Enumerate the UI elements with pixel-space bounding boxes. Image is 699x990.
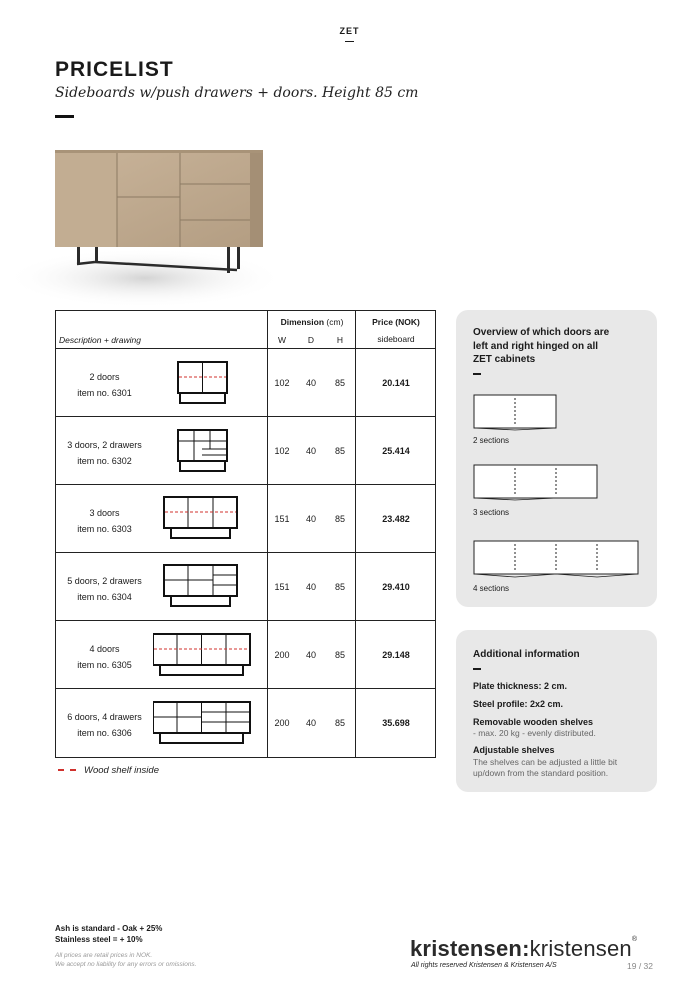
header-description: Description + drawing <box>59 335 141 345</box>
brand-logo: kristensen:kristensen® <box>410 936 638 961</box>
row-price: 20.141 <box>382 378 410 388</box>
table-row: 2 doors item no. 6301 102 40 85 20.141 <box>56 349 435 417</box>
cabinet-drawing-6306 <box>153 689 268 757</box>
additional-info-panel: Additional information Plate thickness: 2 cm. Steel profile: 2x2 cm. Removable wooden shelves - max. 20 kg - evenly distributed. Adjustable shelves The shelves can be adjusted a little bit up/down from the standard position. <box>456 630 657 792</box>
header-price-sub: sideboard <box>377 334 415 344</box>
section-label: 3 sections <box>473 508 510 517</box>
header-height: H <box>336 335 344 345</box>
header-price: Price (NOK) <box>372 317 420 327</box>
table-row: 3 doors, 2 drawers item no. 6302 102 40 85 25.414 <box>56 417 435 485</box>
page-title: PRICELIST <box>55 58 174 81</box>
row-description: 2 doors item no. 6301 <box>77 372 132 398</box>
copyright: All rights reserved Kristensen & Kristensen A/S <box>411 962 557 969</box>
row-price: 29.148 <box>382 650 410 660</box>
section-label: 4 sections <box>473 584 510 593</box>
row-description: 5 doors, 2 drawers item no. 6304 <box>67 576 142 602</box>
header-width: W <box>277 335 287 345</box>
series-name: ZET <box>339 26 360 36</box>
four-section-cabinet-icon <box>473 540 641 580</box>
shelf-legend: Wood shelf inside <box>58 765 159 776</box>
info-title: Additional information <box>473 649 580 660</box>
cabinet-drawing-6304 <box>153 553 268 621</box>
row-price: 35.698 <box>382 718 410 728</box>
row-description: 3 doors item no. 6303 <box>77 508 132 534</box>
row-price: 25.414 <box>382 446 410 456</box>
page-number: 19 / 32 <box>627 961 653 971</box>
three-section-cabinet-icon <box>473 464 599 502</box>
footer-oak-note: Ash is standard - Oak + 25% <box>55 924 163 933</box>
table-row: 3 doors item no. 6303 151 40 85 23.482 <box>56 485 435 553</box>
two-section-cabinet-icon <box>473 394 557 432</box>
cabinet-drawing-6302 <box>153 417 268 485</box>
header-depth: D <box>307 335 315 345</box>
row-price: 29.410 <box>382 582 410 592</box>
series-underline <box>345 41 354 42</box>
footer-retail-note: All prices are retail prices in NOK. <box>55 952 153 959</box>
row-description: 4 doors item no. 6305 <box>77 644 132 670</box>
header-dimension: Dimension (cm) <box>280 317 344 327</box>
row-description: 3 doors, 2 drawers item no. 6302 <box>67 440 142 466</box>
hinge-overview-panel: Overview of which doors are left and right hinged on all ZET cabinets 2 sections 3 sections 4 sections <box>456 310 657 607</box>
page-subtitle: Sideboards w/push drawers + doors. Height 85 cm <box>55 85 419 101</box>
table-row: 6 doors, 4 drawers item no. 6306 200 40 85 35.698 <box>56 689 435 757</box>
footer-steel-note: Stainless steel = + 10% <box>55 935 143 944</box>
cabinet-drawing-6301 <box>153 349 268 417</box>
footer-liability-note: We accept no liability for any errors or omissions. <box>55 961 197 968</box>
row-description: 6 doors, 4 drawers item no. 6306 <box>67 712 142 738</box>
table-row: 4 doors item no. 6305 200 40 85 29.148 <box>56 621 435 689</box>
sideboard-product-image <box>5 138 280 308</box>
section-label: 2 sections <box>473 436 510 445</box>
row-price: 23.482 <box>382 514 410 524</box>
cabinet-drawing-6305 <box>153 621 268 689</box>
price-table <box>55 310 436 758</box>
title-divider <box>55 115 74 118</box>
cabinet-drawing-6303 <box>153 485 268 553</box>
red-dash-icon <box>58 769 76 771</box>
table-row: 5 doors, 2 drawers item no. 6304 151 40 85 29.410 <box>56 553 435 621</box>
